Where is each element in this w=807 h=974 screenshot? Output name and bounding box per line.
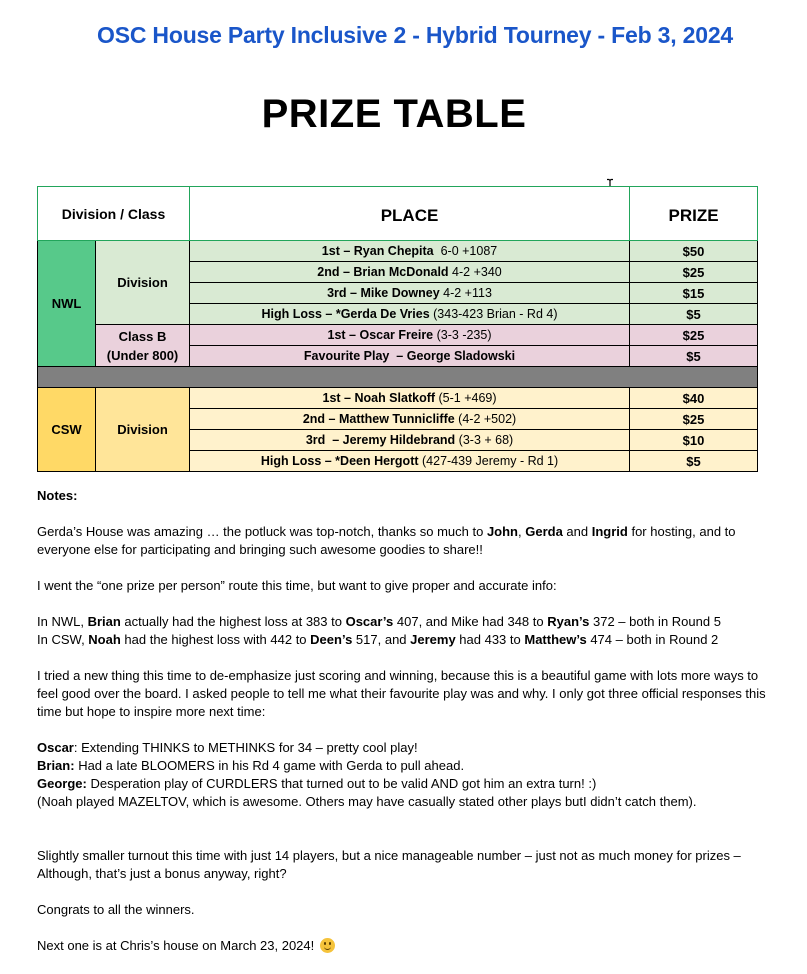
text: 517, and xyxy=(352,632,411,647)
favourite-play-item xyxy=(37,757,767,775)
notes-thanks-paragraph xyxy=(37,523,767,559)
notes-csw-loss xyxy=(37,631,767,649)
player-name: Jeremy xyxy=(410,632,456,647)
place-winner: 3rd – Mike Downey xyxy=(327,286,440,300)
play-description: Extending THINKS to METHINKS for 34 – pretty cool play! xyxy=(81,740,418,755)
notes-next-event xyxy=(37,937,767,955)
place-winner: 1st – Ryan Chepita xyxy=(321,244,434,258)
table-row xyxy=(38,241,758,262)
player-name: Oscar xyxy=(37,740,74,755)
place-winner: 1st – Noah Slatkoff xyxy=(322,391,436,405)
place-detail: 4-2 +113 xyxy=(439,286,492,300)
host-name: Ingrid xyxy=(591,524,628,539)
notes-congrats: Congrats to all the winners. xyxy=(37,902,195,917)
text: In NWL, xyxy=(37,614,88,629)
player-name: Brian xyxy=(87,614,121,629)
prize-cell: $10 xyxy=(630,430,758,451)
notes-section xyxy=(37,487,767,955)
next-event-text: Next one is at Chris’s house on March 23, 2024! xyxy=(37,938,315,953)
place-cell xyxy=(190,241,630,262)
notes-nwl-loss xyxy=(37,613,767,631)
place-cell xyxy=(190,430,630,451)
text: and xyxy=(562,524,592,539)
host-name: Gerda xyxy=(525,524,563,539)
text: In CSW, xyxy=(37,632,89,647)
place-cell xyxy=(190,388,630,409)
prize-cell: $50 xyxy=(630,241,758,262)
notes-heading xyxy=(37,487,767,505)
prize-cell: $5 xyxy=(630,346,758,367)
play-description: Desperation play of CURDLERS that turned out to be valid AND got him an extra turn! :) xyxy=(90,776,597,791)
play-description: Had a late BLOOMERS in his Rd 4 game with Gerda to pull ahead. xyxy=(78,758,465,773)
text: had the highest loss with 442 to xyxy=(120,632,311,647)
prize-cell: $25 xyxy=(630,262,758,283)
separator-row xyxy=(38,367,758,388)
notes-turnout: Slightly smaller turnout this time with just 14 players, but a nice manageable number – just not as much money for prizes – Although, that’s just a bonus anyway, right? xyxy=(37,848,741,881)
favourite-play-item xyxy=(37,775,767,793)
prize-cell: $25 xyxy=(630,409,758,430)
prize-table-heading: PRIZE TABLE xyxy=(261,92,527,136)
place-detail: (3-3 -235) xyxy=(433,328,492,342)
prize-cell: $25 xyxy=(630,325,758,346)
header-place: PLACE xyxy=(190,187,630,241)
place-winner: High Loss – *Gerda De Vries xyxy=(261,307,430,321)
place-winner: 2nd – Matthew Tunnicliffe xyxy=(302,412,455,426)
place-detail: (4-2 +502) xyxy=(454,412,517,426)
text: had 433 to xyxy=(455,632,525,647)
favourite-play-aside: (Noah played MAZELTOV, which is awesome. Others may have casually stated other plays butI didn’t catch them). xyxy=(37,794,697,809)
player-name: George: xyxy=(37,776,87,791)
text: 372 – both in Round 5 xyxy=(589,614,721,629)
class-b-label xyxy=(96,325,190,367)
text: , xyxy=(518,524,526,539)
smiley-face-icon xyxy=(320,938,335,953)
prize-cell: $5 xyxy=(630,451,758,472)
place-winner: Favourite Play – George Sladowski xyxy=(303,349,516,363)
text: 474 – both in Round 2 xyxy=(586,632,719,647)
place-detail: (5-1 +469) xyxy=(435,391,497,405)
header-prize: PRIZE xyxy=(630,187,758,241)
separator-cell xyxy=(38,367,758,388)
player-name: Oscar’s xyxy=(345,614,394,629)
text: : xyxy=(73,740,82,755)
nwl-division-label: Division xyxy=(96,241,190,325)
prize-table xyxy=(37,186,758,472)
player-name: Brian: xyxy=(37,758,75,773)
player-name: Matthew’s xyxy=(524,632,587,647)
place-winner: 3rd – Jeremy Hildebrand xyxy=(305,433,456,447)
text: for hosting, and to everyone else for participating and bringing such awesome goodies to share!! xyxy=(37,524,736,557)
place-detail: (427-439 Jeremy - Rd 1) xyxy=(418,454,559,468)
place-detail: 4-2 +340 xyxy=(448,265,502,279)
player-name: Deen’s xyxy=(310,632,353,647)
prize-cell: $5 xyxy=(630,304,758,325)
prize-cell: $15 xyxy=(630,283,758,304)
csw-division-label: Division xyxy=(96,388,190,472)
place-cell xyxy=(190,346,630,367)
text: Gerda’s House was amazing … the potluck was top-notch, thanks so much to xyxy=(37,524,487,539)
notes-favourite-intro: I tried a new thing this time to de-emphasize just scoring and winning, because this is a beautiful game with lots more ways to feel good over the board. I asked people to tell me what their favourite play was and why. I only got three official responses this time but hope to inspire more next time: xyxy=(37,668,766,719)
player-name: Ryan’s xyxy=(547,614,590,629)
place-detail: 6-0 +1087 xyxy=(433,244,498,258)
table-row xyxy=(38,325,758,346)
place-detail: (343-423 Brian - Rd 4) xyxy=(429,307,558,321)
prize-cell: $40 xyxy=(630,388,758,409)
place-winner: High Loss – *Deen Hergott xyxy=(260,454,419,468)
place-cell xyxy=(190,409,630,430)
place-cell xyxy=(190,283,630,304)
notes-prize-policy: I went the “one prize per person” route this time, but want to give proper and accurate info: xyxy=(37,578,557,593)
header-division-class: Division / Class xyxy=(38,187,190,241)
place-cell xyxy=(190,304,630,325)
text: 407, and Mike had 348 to xyxy=(393,614,548,629)
text: actually had the highest loss at 383 to xyxy=(120,614,346,629)
place-cell xyxy=(190,325,630,346)
class-b-subtitle: (Under 800) xyxy=(106,347,179,363)
place-winner: 1st – Oscar Freire xyxy=(327,328,434,342)
place-detail: (3-3 + 68) xyxy=(455,433,514,447)
nwl-label: NWL xyxy=(38,241,96,367)
notes-heading-text: Notes: xyxy=(37,488,78,503)
class-b-title: Class B xyxy=(118,328,167,344)
table-header-row xyxy=(38,187,758,241)
place-cell xyxy=(190,451,630,472)
favourite-play-item xyxy=(37,739,767,757)
place-cell xyxy=(190,262,630,283)
place-winner: 2nd – Brian McDonald xyxy=(317,265,449,279)
player-name: Noah xyxy=(88,632,121,647)
host-name: John xyxy=(486,524,518,539)
document-title: OSC House Party Inclusive 2 - Hybrid Tourney - Feb 3, 2024 xyxy=(97,22,734,48)
table-row xyxy=(38,388,758,409)
csw-label: CSW xyxy=(38,388,96,472)
